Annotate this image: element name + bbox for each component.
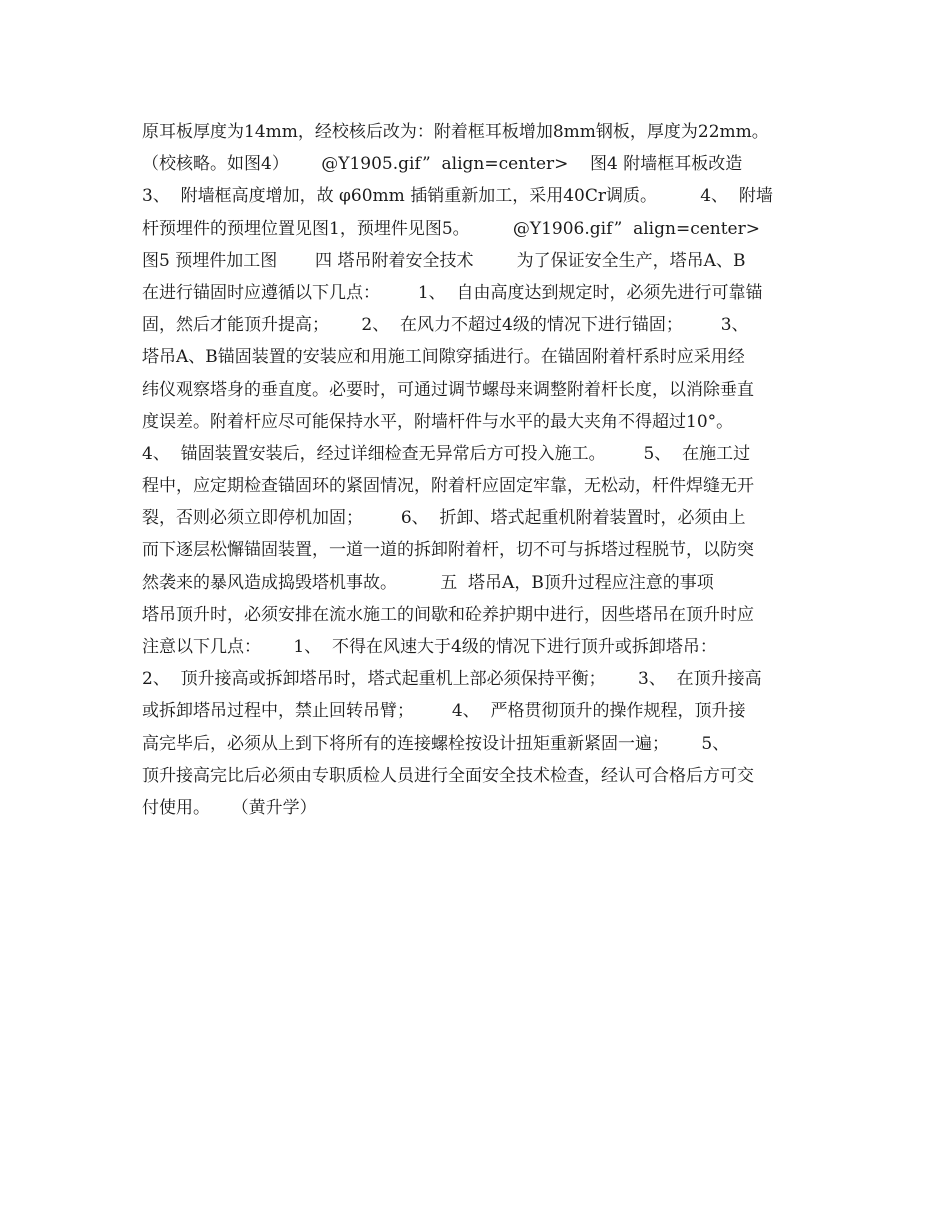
text-line: 顶升接高完比后必须由专职质检人员进行全面安全技术检查，经认可合格后方可交 [142,765,754,786]
text-line: （校核略。如图4） @Y1905.gif” align=center> 图4 附墙框耳板改造 [142,154,743,175]
text-line: 程中，应定期检查锚固环的紧固情况，附着杆应固定牢靠，无松动，杆件焊缝无开 [142,476,754,497]
text-line: 而下逐层松懈锚固装置，一道一道的拆卸附着杆，切不可与拆塔过程脱节，以防突 [142,540,754,561]
text-line: 注意以下几点： 1、 不得在风速大于4级的情况下进行顶升或拆卸塔吊： [142,637,717,657]
body-text [142,116,812,824]
text-line: 固，然后才能顶升提高； 2、 在风力不超过4级的情况下进行锚固； 3、 [142,315,749,336]
text-line: 然袭来的暴风造成捣毁塔机事故。 五 塔吊A，B顶升过程应注意的事项 [142,572,714,593]
text-line: 3、 附墙框高度增加，故 φ60mm 插销重新加工，采用40Cr调质。 4、 附墙 [142,186,773,207]
text-line: 4、 锚固装置安装后，经过详细检查无异常后方可投入施工。 5、 在施工过 [142,443,751,464]
text-line: 2、 顶升接高或拆卸塔吊时，塔式起重机上部必须保持平衡； 3、 在顶升接高 [142,669,762,690]
text-line: 或拆卸塔吊过程中，禁止回转吊臂； 4、 严格贯彻顶升的操作规程，顶升接 [142,701,746,722]
text-line: 塔吊顶升时，必须安排在流水施工的间歇和砼养护期中进行，因些塔吊在顶升时应 [142,604,754,625]
text-line: 度误差。附着杆应尽可能保持水平，附墙杆件与水平的最大夹角不得超过10°。 [142,411,734,432]
text-line: 付使用。 （黄升学） [142,797,317,818]
text-line: 裂，否则必须立即停机加固； 6、 折卸、塔式起重机附着装置时，必须由上 [142,508,746,529]
text-line: 原耳板厚度为14mm，经校核后改为：附着框耳板增加8mm钢板，厚度为22mm。 [142,122,769,142]
text-line: 图5 预埋件加工图 四 塔吊附着安全技术 为了保证安全生产，塔吊A、B [142,250,746,271]
text-line: 在进行锚固时应遵循以下几点： 1、 自由高度达到规定时，必须先进行可靠锚 [142,282,763,303]
text-line: 高完毕后，必须从上到下将所有的连接螺栓按设计扭矩重新紧固一遍； 5、 [142,733,730,754]
text-line: 纬仪观察塔身的垂直度。必要时，可通过调节螺母来调整附着杆长度，以消除垂直 [142,379,754,400]
text-line: 杆预埋件的预埋位置见图1，预埋件见图5。 @Y1906.gif” align=center> [142,218,760,239]
text-line: 塔吊A、B锚固装置的安装应和用施工间隙穿插进行。在锚固附着杆系时应采用经 [142,347,745,368]
